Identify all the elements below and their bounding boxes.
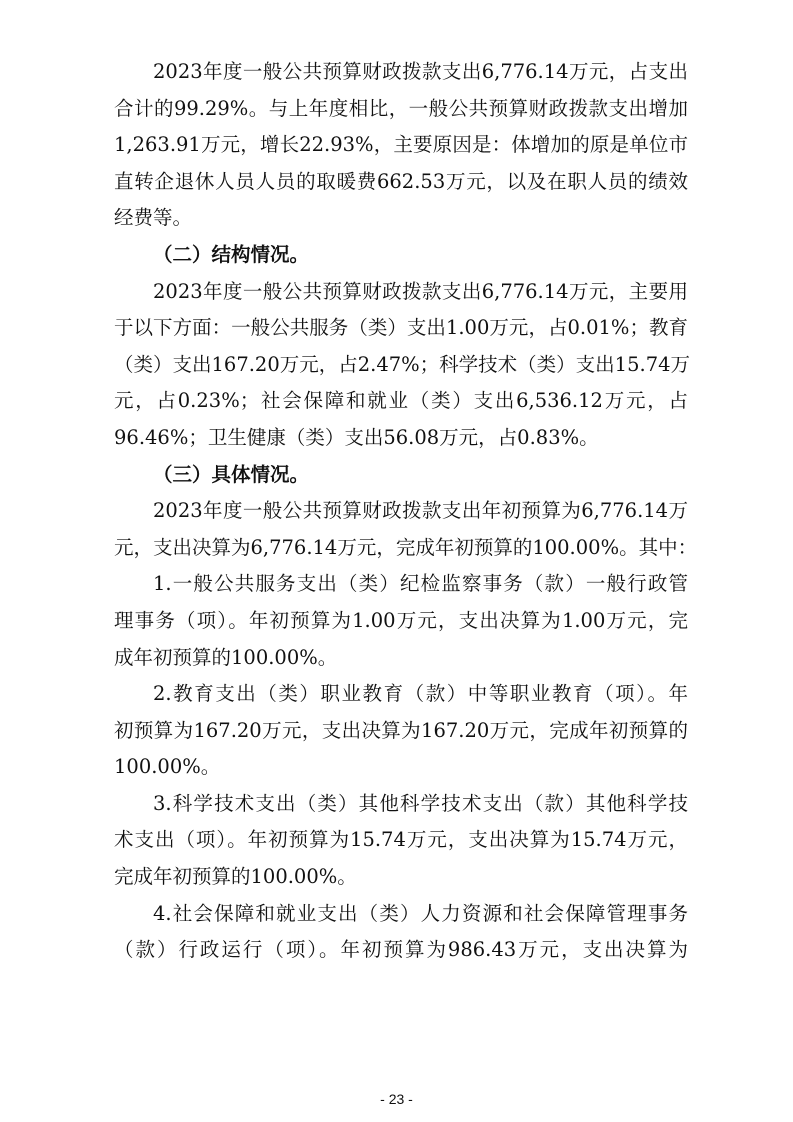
text-line: 成年初预算的100.00%。 <box>114 645 338 669</box>
text-line: 于以下方面：一般公共服务（类）支出1.00万元，占0.01%；教育 <box>114 316 688 340</box>
text-line: 100.00%。 <box>114 755 221 779</box>
text-line: 2023年度一般公共预算财政拨款支出6,776.14万元，占支出 <box>153 60 688 83</box>
paragraph-expenditure-overview <box>114 54 688 237</box>
text-line: 2023年度一般公共预算财政拨款支出6,776.14万元，主要用 <box>153 279 688 303</box>
text-line: 1,263.91万元，增长22.93%，主要原因是：体增加的原是单位市 <box>114 133 688 157</box>
text-line: 直转企退休人员人员的取暖费662.53万元，以及在职人员的绩效 <box>114 169 688 193</box>
text-line: 4.社会保障和就业支出（类）人力资源和社会保障管理事务 <box>153 901 688 925</box>
text-line: 合计的99.29%。与上年度相比，一般公共预算财政拨款支出增加 <box>114 96 688 120</box>
document-body <box>114 54 698 969</box>
section-heading-details: （三）具体情况。 <box>153 462 310 486</box>
text-line: 经费等。 <box>114 206 193 230</box>
text-line: 2023年度一般公共预算财政拨款支出年初预算为6,776.14万 <box>153 499 688 523</box>
text-line: 2.教育支出（类）职业教育（款）中等职业教育（项）。年 <box>153 682 688 706</box>
text-line: 理事务（项）。年初预算为1.00万元，支出决算为1.00万元，完 <box>114 608 688 632</box>
text-line: 3.科学技术支出（类）其他科学技术支出（款）其他科学技 <box>153 791 688 815</box>
text-line: 96.46%；卫生健康（类）支出56.08万元，占0.83%。 <box>114 425 599 449</box>
text-line: 元，支出决算为6,776.14万元，完成年初预算的100.00%。其中： <box>114 535 698 559</box>
text-line: 元，占0.23%；社会保障和就业（类）支出6,536.12万元，占 <box>114 389 688 413</box>
text-line: （款）行政运行（项）。年初预算为986.43万元，支出决算为 <box>114 938 688 962</box>
list-item <box>114 676 688 786</box>
text-line: 完成年初预算的100.00%。 <box>114 865 357 889</box>
text-line: 术支出（项）。年初预算为15.74万元，支出决算为15.74万元， <box>114 828 688 852</box>
list-item <box>114 786 688 896</box>
paragraph-details-summary <box>114 493 698 566</box>
text-line: （类）支出167.20万元，占2.47%；科学技术（类）支出15.74万 <box>114 352 691 376</box>
text-line: 初预算为167.20万元，支出决算为167.20万元，完成年初预算的 <box>114 718 688 742</box>
list-item <box>114 896 688 969</box>
paragraph-structure <box>114 274 691 457</box>
section-heading-structure: （二）结构情况。 <box>153 242 310 266</box>
text-line: 1.一般公共服务支出（类）纪检监察事务（款）一般行政管 <box>153 572 688 596</box>
list-item <box>114 566 688 676</box>
page-number: - 23 - <box>380 1091 413 1107</box>
